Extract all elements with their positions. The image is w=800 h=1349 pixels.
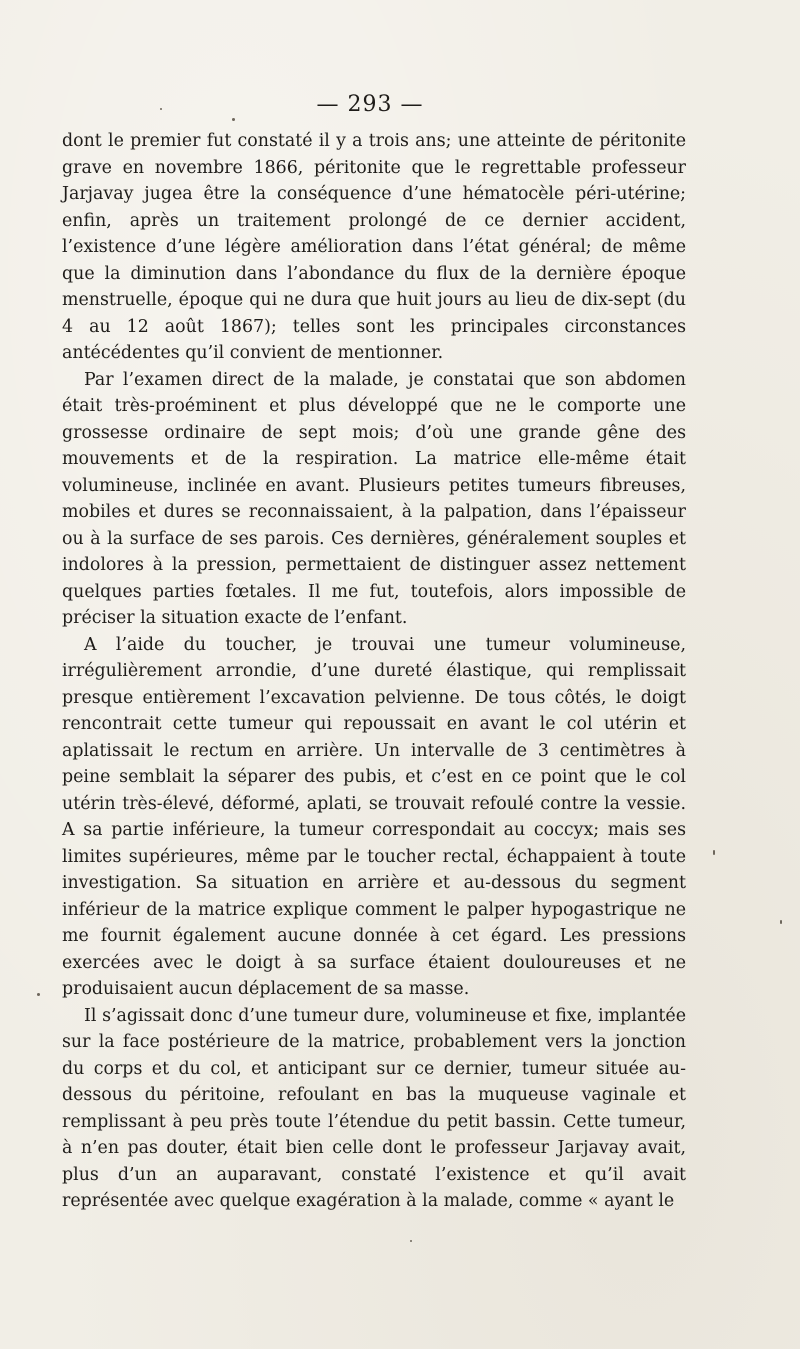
scan-speck	[713, 850, 715, 855]
paragraph-4: Il s’agissait donc d’une tumeur dure, volumineuse et fixe, implantée sur la face postérieure de la matrice, probablement vers la jonction du corps et du col, et anticipant sur ce dernier, tumeur située au-dessous du péritoine, refoulant en bas la muqueuse vaginale et remplissant à peu près toute l’étendue du petit bassin. Cette tumeur, à n’en pas douter, était bien celle dont le professeur Jarjavay avait, plus d’un an auparavant, constaté l’existence et qu’il avait représentée avec quelque exagération à la malade, comme « ayant le	[62, 1005, 686, 1211]
scan-speck	[232, 118, 235, 121]
paragraph-1: dont le premier fut constaté il y a trois ans; une atteinte de péritonite grave en novembre 1866, péritonite que le regrettable professeur Jarjavay jugea être la conséquence d’une hématocèle péri-utérine; enfin, après un traitement prolongé de ce dernier accident, l’existence d’une légère amélioration dans l’état général; de même que la diminution dans l’abondance du flux de la dernière époque menstruelle, époque qui ne dura que huit jours au lieu de dix-sept (du 4 au 12 août 1867); telles sont les principales circonstances antécédentes qu’il convient de mentionner.	[62, 131, 686, 363]
page-number: — 293 —	[316, 92, 424, 117]
scan-speck	[410, 1240, 412, 1242]
paragraph-3: A l’aide du toucher, je trouvai une tumeur volumineuse, irrégulièrement arrondie, d’une dureté élastique, qui remplissait presque entièrement l’excavation pelvienne. De tous côtés, le doigt rencontrait cette tumeur qui repoussait en avant le col utérin et aplatissait le rectum en arrière. Un intervalle de 3 centimètres à peine semblait la séparer des pubis, et c’est en ce point que le col utérin très-élevé, déformé, aplati, se trouvait refoulé contre la vessie. A sa partie inférieure, la tumeur correspondait au coccyx; mais ses limites supérieures, même par le toucher rectal, échappaient à toute investigation. Sa situation en arrière et au-dessous du segment inférieur de la matrice explique comment le palper hypogastrique ne me fournit également aucune donnée à cet égard. Les pressions exercées avec le doigt à sa surface étaient douloureuses et ne produisaient aucun déplacement de sa masse.	[62, 634, 686, 999]
body-text	[62, 128, 686, 1215]
scan-speck	[780, 920, 782, 924]
scan-speck	[37, 993, 40, 996]
paragraph-2: Par l’examen direct de la malade, je constatai que son abdomen était très-proéminent et plus développé que ne le comporte une grossesse ordinaire de sept mois; d’où une grande gêne des mouvements et de la respiration. La matrice elle-même était volumineuse, inclinée en avant. Plusieurs petites tumeurs fibreuses, mobiles et dures se reconnaissaient, à la palpation, dans l’épaisseur ou à la surface de ses parois. Ces dernières, généralement souples et indolores à la pression, permettaient de distinguer assez nettement quelques parties fœtales. Il me fut, toutefois, alors impossible de préciser la situation exacte de l’enfant.	[62, 369, 686, 628]
scan-speck	[160, 108, 162, 110]
